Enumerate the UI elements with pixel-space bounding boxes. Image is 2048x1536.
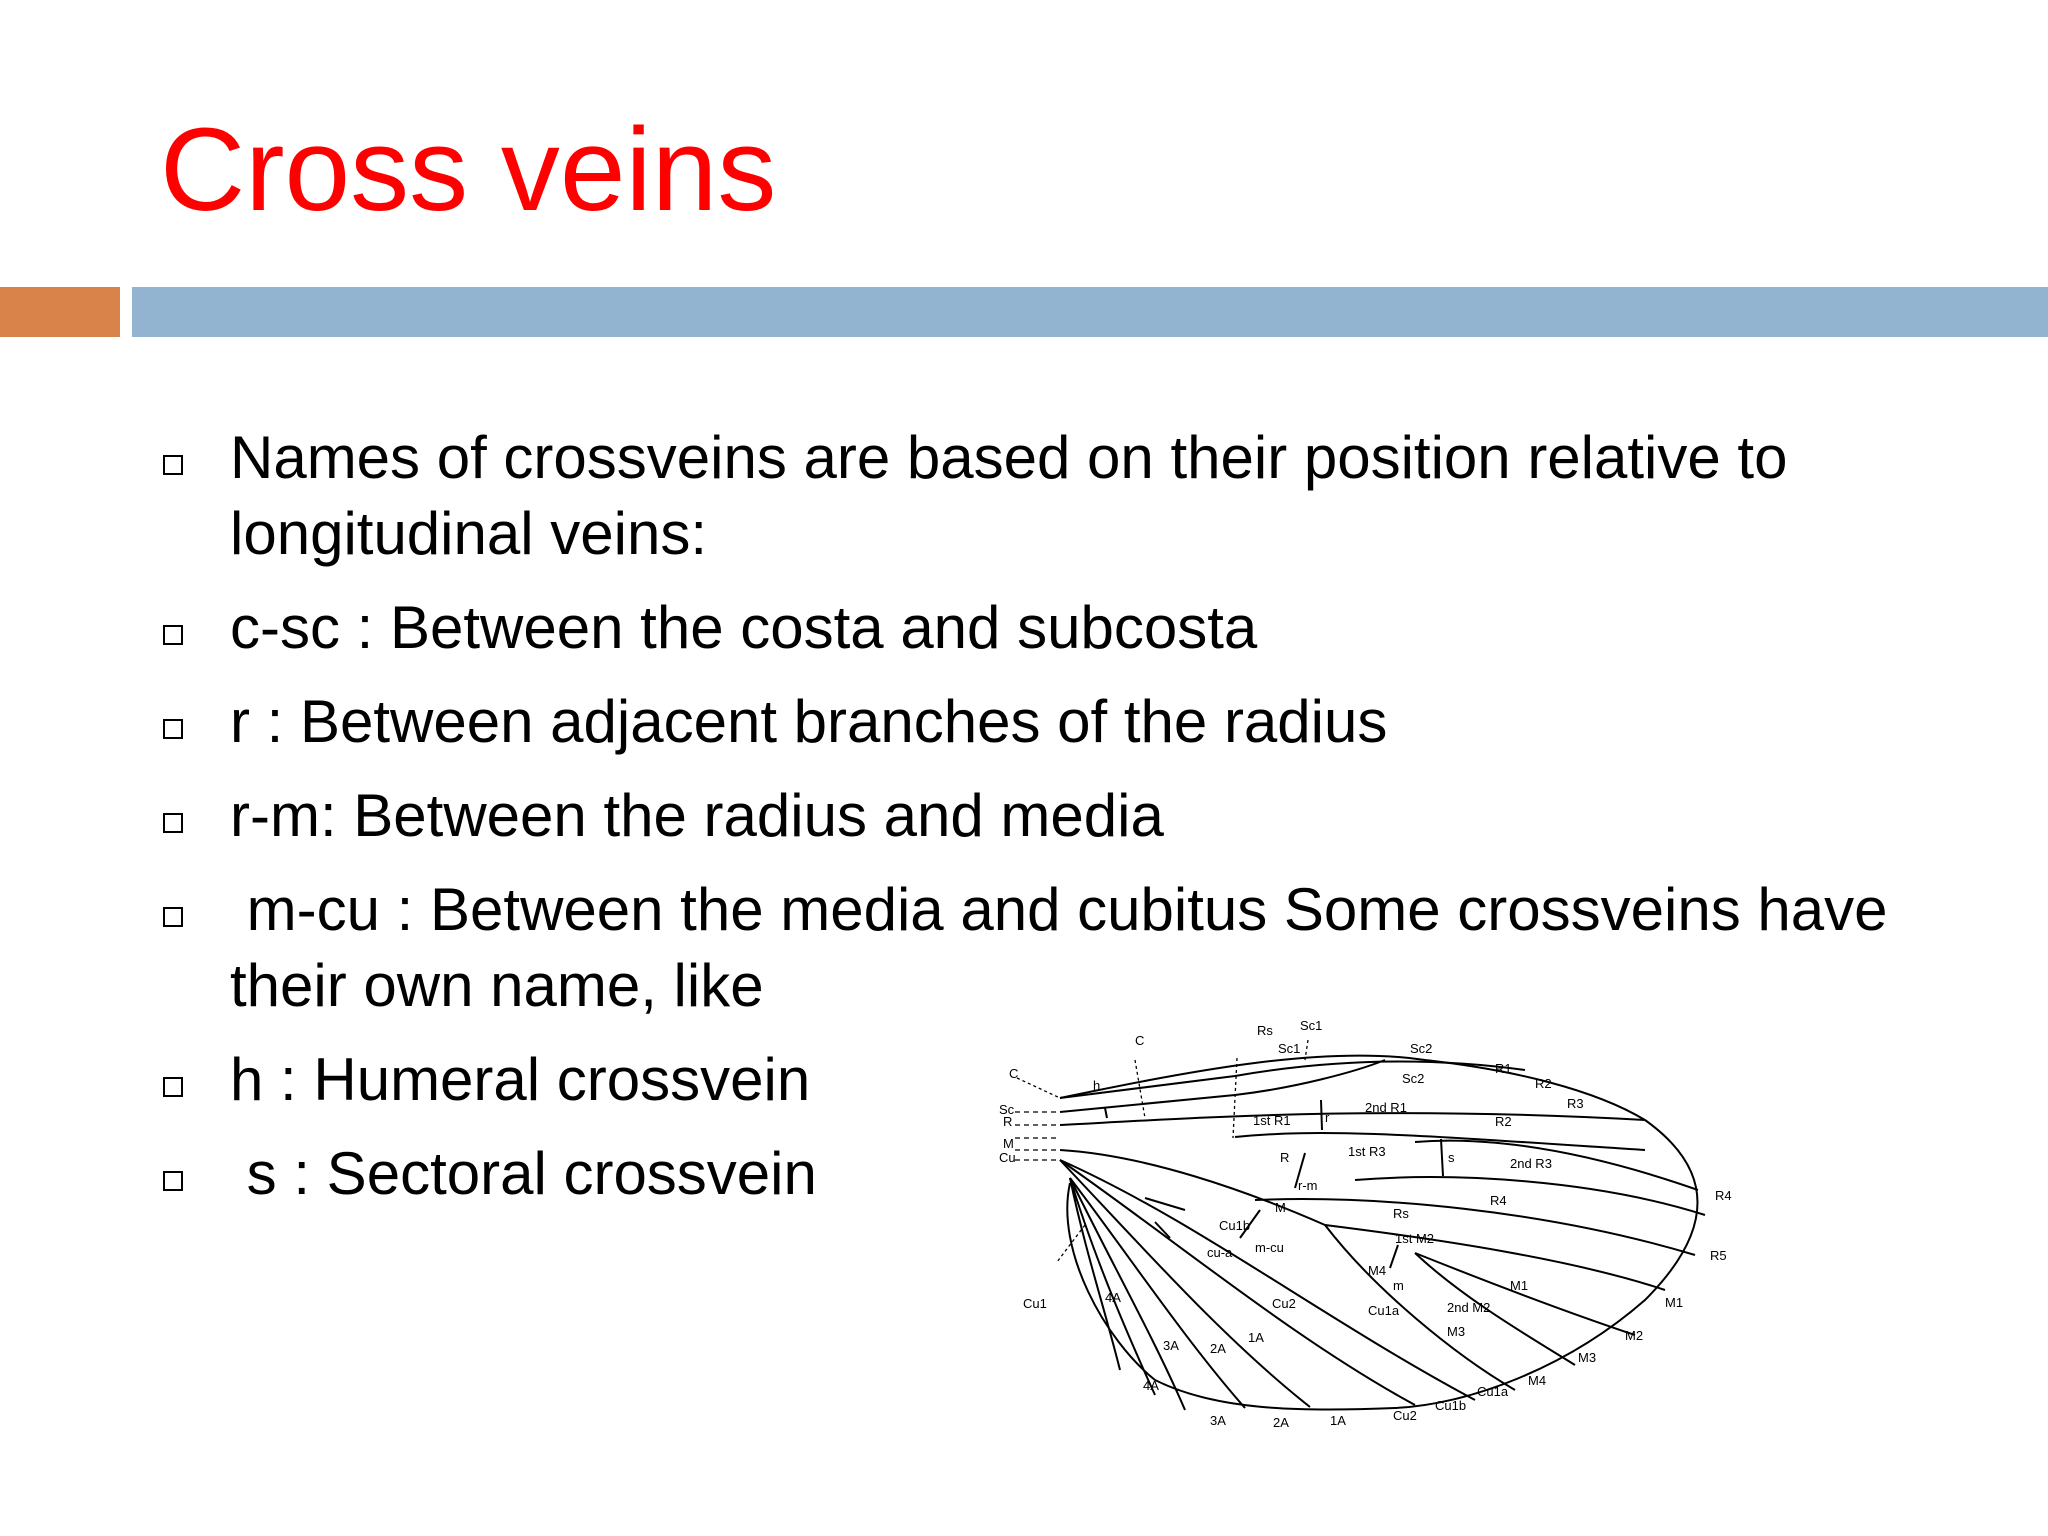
label-m4-b: M4 <box>1528 1373 1547 1388</box>
label-m1-a: M1 <box>1510 1278 1529 1293</box>
label-sc1-a: Sc1 <box>1300 1018 1323 1033</box>
hollow-square-bullet-icon <box>163 719 183 739</box>
wing-labels <box>999 1018 1732 1430</box>
label-m-cu: m-cu <box>1255 1240 1284 1255</box>
hollow-square-bullet-icon <box>163 813 183 833</box>
label-sc: Sc <box>999 1102 1015 1117</box>
hollow-square-bullet-icon <box>163 907 183 927</box>
label-sc1-b: Sc1 <box>1278 1041 1301 1056</box>
label-r4-b: R4 <box>1715 1188 1732 1203</box>
label-2a-a: 2A <box>1210 1341 1226 1356</box>
vein-base-dashes <box>1015 1112 1060 1160</box>
label-first-r3: 1st R3 <box>1348 1144 1386 1159</box>
hollow-square-bullet-icon <box>163 1171 183 1191</box>
label-rs: Rs <box>1257 1023 1273 1038</box>
label-m: M <box>1003 1136 1014 1151</box>
label-r4-a: R4 <box>1490 1193 1507 1208</box>
vein-1a <box>1070 1178 1245 1408</box>
bullet-item <box>160 590 1920 666</box>
vein-3a <box>1070 1178 1155 1395</box>
label-cu1a-a: Cu1a <box>1368 1303 1400 1318</box>
crossvein-s <box>1441 1139 1443 1176</box>
label-second-m2: 2nd M2 <box>1447 1300 1491 1315</box>
label-c-top: C <box>1135 1033 1145 1048</box>
label-cu-a: cu-a <box>1207 1245 1233 1260</box>
vein-m2 <box>1415 1253 1635 1335</box>
label-m4-a: M4 <box>1368 1263 1387 1278</box>
label-r-m: r-m <box>1298 1178 1318 1193</box>
label-first-r1: 1st R1 <box>1253 1113 1291 1128</box>
hollow-square-bullet-icon <box>163 1077 183 1097</box>
vein-cu1b <box>1060 1160 1415 1405</box>
bullet-text: Names of crossveins are based on their position relative to longitudinal veins: <box>230 424 1805 567</box>
label-second-r3: 2nd R3 <box>1510 1156 1552 1171</box>
bullet-text: r-m: Between the radius and media <box>230 782 1164 849</box>
label-r3: R3 <box>1567 1096 1584 1111</box>
bullet-text: s : Sectoral crossvein <box>230 1140 817 1207</box>
label-cu2-a: Cu2 <box>1272 1296 1296 1311</box>
bullet-item <box>160 778 1920 854</box>
label-cu1a-b: Cu1a <box>1477 1384 1509 1399</box>
crossvein-r <box>1321 1100 1322 1130</box>
label-r-cross: r <box>1325 1110 1330 1125</box>
bullet-text: r : Between adjacent branches of the radius <box>230 688 1388 755</box>
label-2a-b: 2A <box>1273 1415 1289 1430</box>
bullet-text: c-sc : Between the costa and subcosta <box>230 594 1258 661</box>
label-3a-a: 3A <box>1163 1338 1179 1353</box>
label-r2-b: R2 <box>1495 1114 1512 1129</box>
bullet-item <box>160 420 1920 572</box>
label-4a-b: 4A <box>1143 1378 1159 1393</box>
crossvein-h <box>1105 1108 1107 1118</box>
vein-cu2 <box>1060 1160 1310 1407</box>
crossvein-m <box>1390 1245 1398 1268</box>
label-r-mid: R <box>1280 1150 1290 1165</box>
bullet-text: m-cu : Between the media and cubitus Some crossveins have their own name, like <box>230 876 1905 1019</box>
label-1a-b: 1A <box>1330 1413 1346 1428</box>
vein-r3 <box>1415 1141 1698 1190</box>
label-r2-a: R2 <box>1535 1076 1552 1091</box>
label-cu1b-a: Cu1b <box>1219 1218 1251 1233</box>
hollow-square-bullet-icon <box>163 625 183 645</box>
label-c: C <box>1009 1066 1019 1081</box>
vein-4a <box>1070 1178 1120 1370</box>
bullet-item <box>160 684 1920 760</box>
hollow-square-bullet-icon <box>163 455 183 475</box>
wing-diagram-svg <box>995 1000 1745 1440</box>
vein-m3 <box>1415 1253 1575 1365</box>
label-m-mid: M <box>1275 1200 1286 1215</box>
insect-wing-venation-diagram <box>995 1000 1745 1440</box>
label-m3-b: M3 <box>1578 1350 1597 1365</box>
label-s-cross: s <box>1448 1150 1455 1165</box>
label-r: R <box>1003 1114 1013 1129</box>
label-m: m <box>1393 1278 1404 1293</box>
vein-2a <box>1070 1178 1185 1410</box>
label-cu1: Cu1 <box>1023 1296 1047 1311</box>
label-m1-b: M1 <box>1665 1295 1684 1310</box>
label-r1: R1 <box>1495 1061 1512 1076</box>
label-h: h <box>1093 1078 1101 1093</box>
label-m2: M2 <box>1625 1328 1644 1343</box>
label-first-m2: 1st M2 <box>1395 1231 1435 1246</box>
label-second-r1: 2nd R1 <box>1365 1100 1407 1115</box>
label-cu1b-b: Cu1b <box>1435 1398 1467 1413</box>
vein-radius <box>1060 1113 1645 1125</box>
slide-title: Cross veins <box>160 104 777 236</box>
vein-costa <box>1060 1062 1525 1098</box>
label-m3-a: M3 <box>1447 1324 1466 1339</box>
label-1a-a: 1A <box>1248 1330 1264 1345</box>
label-cu: Cu <box>999 1150 1016 1165</box>
label-cu2-b: Cu2 <box>1393 1408 1417 1423</box>
title-accent-bar <box>0 287 120 337</box>
label-sc2-a: Sc2 <box>1410 1041 1433 1056</box>
crossvein-cu1b <box>1145 1198 1185 1210</box>
label-3a-b: 3A <box>1210 1413 1226 1428</box>
label-sc2-b: Sc2 <box>1402 1071 1425 1086</box>
label-r5-a: R5 <box>1710 1248 1727 1263</box>
title-divider-bar <box>132 287 2048 337</box>
bullet-text: h : Humeral crossvein <box>230 1046 811 1113</box>
label-4a-a: 4A <box>1105 1290 1121 1305</box>
label-r5-b: Rs <box>1393 1206 1409 1221</box>
